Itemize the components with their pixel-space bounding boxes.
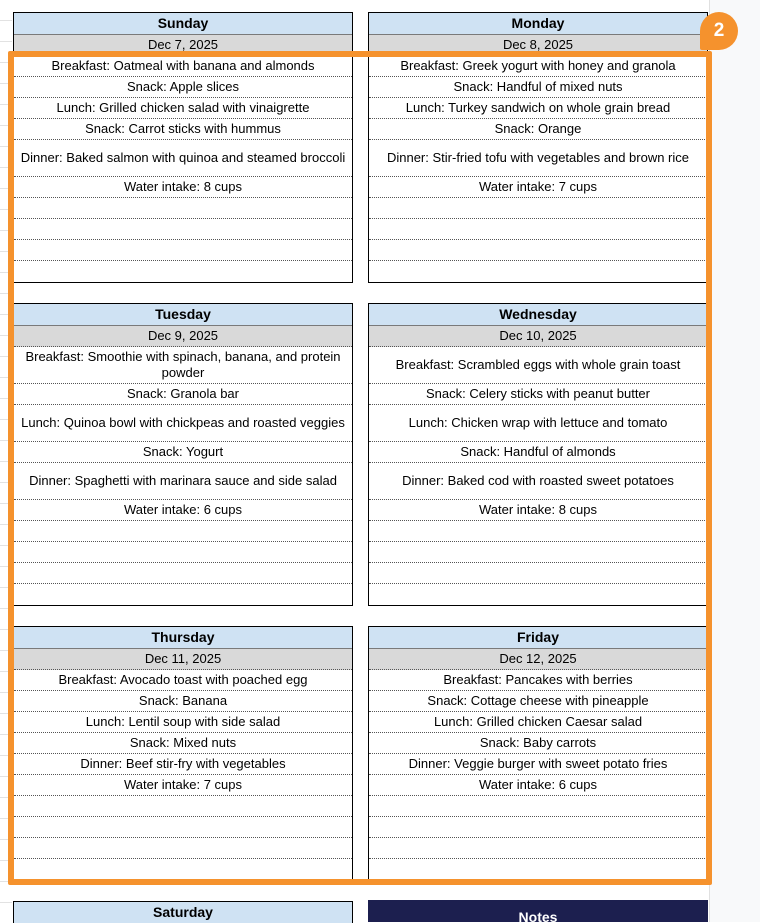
meal-cell[interactable]: Dinner: Veggie burger with sweet potato fries: [369, 754, 707, 775]
empty-cell[interactable]: [14, 240, 352, 261]
day-card-saturday: [13, 901, 353, 923]
meal-cell[interactable]: Lunch: Grilled chicken salad with vinaigrette: [14, 98, 352, 119]
empty-cell[interactable]: [369, 198, 707, 219]
meal-cell[interactable]: Snack: Carrot sticks with hummus: [14, 119, 352, 140]
meal-cell[interactable]: Snack: Handful of mixed nuts: [369, 77, 707, 98]
meal-cell[interactable]: Snack: Celery sticks with peanut butter: [369, 384, 707, 405]
meal-cell[interactable]: Snack: Mixed nuts: [14, 733, 352, 754]
sheet-row-gridlines: [0, 0, 12, 922]
meal-cell[interactable]: Breakfast: Scrambled eggs with whole grain toast: [369, 347, 707, 384]
meal-cell[interactable]: Dinner: Stir-fried tofu with vegetables and brown rice: [369, 140, 707, 177]
day-card-sunday: [13, 12, 353, 283]
meal-cell[interactable]: Snack: Orange: [369, 119, 707, 140]
empty-cell[interactable]: [14, 584, 352, 605]
meal-cell[interactable]: Lunch: Quinoa bowl with chickpeas and roasted veggies: [14, 405, 352, 442]
day-name: Monday: [369, 13, 707, 35]
empty-cell[interactable]: [369, 859, 707, 880]
meal-cell[interactable]: Snack: Baby carrots: [369, 733, 707, 754]
meal-cell[interactable]: Snack: Cottage cheese with pineapple: [369, 691, 707, 712]
empty-cell[interactable]: [369, 796, 707, 817]
notes-header: Notes: [368, 900, 708, 922]
day-name: Sunday: [14, 13, 352, 35]
day-date: Dec 11, 2025: [14, 649, 352, 670]
sheet-right-gutter: [709, 0, 760, 922]
day-card-friday: [368, 626, 708, 881]
empty-cell[interactable]: [14, 796, 352, 817]
step-badge: 2: [700, 12, 738, 50]
empty-cell[interactable]: [369, 838, 707, 859]
meal-cell[interactable]: Snack: Handful of almonds: [369, 442, 707, 463]
water-cell[interactable]: Water intake: 7 cups: [369, 177, 707, 198]
meal-cell[interactable]: Snack: Granola bar: [14, 384, 352, 405]
meal-cell[interactable]: Lunch: Turkey sandwich on whole grain bread: [369, 98, 707, 119]
meal-cell[interactable]: Lunch: Grilled chicken Caesar salad: [369, 712, 707, 733]
day-card-wednesday: [368, 303, 708, 606]
empty-cell[interactable]: [14, 838, 352, 859]
empty-cell[interactable]: [14, 859, 352, 880]
water-cell[interactable]: Water intake: 6 cups: [14, 500, 352, 521]
meal-cell[interactable]: Dinner: Beef stir-fry with vegetables: [14, 754, 352, 775]
day-name: Wednesday: [369, 304, 707, 326]
meal-cell[interactable]: Dinner: Baked salmon with quinoa and steamed broccoli: [14, 140, 352, 177]
water-cell[interactable]: Water intake: 8 cups: [14, 177, 352, 198]
day-card-thursday: [13, 626, 353, 881]
day-date: Dec 10, 2025: [369, 326, 707, 347]
meal-cell[interactable]: Snack: Apple slices: [14, 77, 352, 98]
empty-cell[interactable]: [14, 817, 352, 838]
meal-cell[interactable]: Breakfast: Oatmeal with banana and almonds: [14, 56, 352, 77]
water-cell[interactable]: Water intake: 6 cups: [369, 775, 707, 796]
meal-cell[interactable]: Snack: Yogurt: [14, 442, 352, 463]
meal-cell[interactable]: Dinner: Spaghetti with marinara sauce and side salad: [14, 463, 352, 500]
meal-cell[interactable]: Snack: Banana: [14, 691, 352, 712]
water-cell[interactable]: Water intake: 8 cups: [369, 500, 707, 521]
day-card-monday: [368, 12, 708, 283]
empty-cell[interactable]: [14, 542, 352, 563]
day-name: Tuesday: [14, 304, 352, 326]
empty-cell[interactable]: [369, 563, 707, 584]
meal-cell[interactable]: Lunch: Chicken wrap with lettuce and tomato: [369, 405, 707, 442]
empty-cell[interactable]: [369, 219, 707, 240]
day-name: Friday: [369, 627, 707, 649]
meal-cell[interactable]: Lunch: Lentil soup with side salad: [14, 712, 352, 733]
day-date: Dec 8, 2025: [369, 35, 707, 56]
day-card-tuesday: [13, 303, 353, 606]
empty-cell[interactable]: [369, 817, 707, 838]
water-cell[interactable]: Water intake: 7 cups: [14, 775, 352, 796]
empty-cell[interactable]: [369, 584, 707, 605]
empty-cell[interactable]: [369, 240, 707, 261]
empty-cell[interactable]: [14, 198, 352, 219]
empty-cell[interactable]: [369, 261, 707, 282]
empty-cell[interactable]: [14, 521, 352, 542]
empty-cell[interactable]: [14, 261, 352, 282]
empty-cell[interactable]: [369, 542, 707, 563]
empty-cell[interactable]: [14, 219, 352, 240]
empty-cell[interactable]: [369, 521, 707, 542]
meal-cell[interactable]: Breakfast: Avocado toast with poached egg: [14, 670, 352, 691]
meal-cell[interactable]: Dinner: Baked cod with roasted sweet potatoes: [369, 463, 707, 500]
meal-cell[interactable]: Breakfast: Smoothie with spinach, banana, and protein powder: [14, 347, 352, 384]
meal-cell[interactable]: Breakfast: Pancakes with berries: [369, 670, 707, 691]
day-date: Dec 12, 2025: [369, 649, 707, 670]
day-date: Dec 7, 2025: [14, 35, 352, 56]
day-name: Thursday: [14, 627, 352, 649]
day-name: Saturday: [14, 902, 352, 923]
meal-cell[interactable]: Breakfast: Greek yogurt with honey and granola: [369, 56, 707, 77]
day-date: Dec 9, 2025: [14, 326, 352, 347]
empty-cell[interactable]: [14, 563, 352, 584]
